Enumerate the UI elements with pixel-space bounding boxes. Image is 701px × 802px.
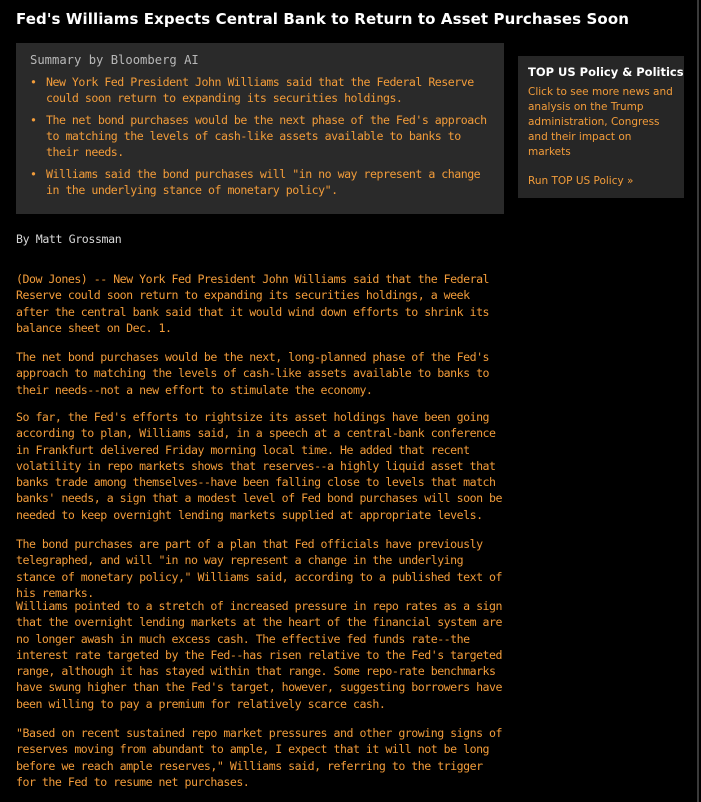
bullet-icon: • [30,75,37,89]
article-paragraph: So far, the Fed's efforts to rightsize its asset holdings have been going according to plan, Williams said, in a speech at a central-bank conference in Frankfurt delivered Friday morning local time. He added that recent volatility in repo markets shows that reserves--a highly liquid asset that banks trade among themselves--have been falling close to levels that match banks' needs, a sign that a modest level of Fed bond purchases will soon be needed to keep overnight lending markets supplied at appropriate levels. [16,410,503,522]
article-paragraph: The net bond purchases would be the next, long-planned phase of the Fed's approach to matching the levels of cash-like assets available to banks to their needs--not a new effort to stimulate the economy. [16,350,490,397]
article-paragraph: Williams pointed to a stretch of increased pressure in repo rates as a sign that the overnight lending markets at the heart of the financial system are no longer awash in much excess cash. The effective fed funds rate--the interest rate targeted by the Fed--has risen relative to the Fed's targeted range, although it has stayed within that range. Some repo-rate benchmarks have swung higher than the Fed's target, however, suggesting borrowers have been willing to pay a premium for relatively scarce cash. [16,599,503,711]
summary-title: Summary by Bloomberg AI [30,53,199,67]
summary-list [30,74,490,198]
summary-item-text: The net bond purchases would be the next phase of the Fed's approach to matching the levels of cash-like assets available to banks to their needs. [46,113,487,159]
top-us-policy-panel [518,56,684,198]
ai-summary-box [16,43,504,214]
byline: By Matt Grossman [16,232,122,246]
summary-item-text: Williams said the bond purchases will "in no way represent a change in the underlying stance of monetary policy". [46,167,481,197]
article-paragraph: The bond purchases are part of a plan that Fed officials have previously telegraphed, and will "in no way represent a change in the underlying stance of monetary policy," Williams said, according to a published text of his remarks. [16,537,503,600]
summary-item [30,166,490,198]
panel-description[interactable]: Click to see more news and analysis on the Trump administration, Congress and their impact on markets [528,86,673,158]
article-headline: Fed's Williams Expects Central Bank to Return to Asset Purchases Soon [16,10,630,28]
summary-item [30,74,490,106]
bullet-icon: • [30,167,37,181]
article-paragraph: (Dow Jones) -- New York Fed President John Williams said that the Federal Reserve could soon return to expanding its securities holdings, a week after the central bank said that it would wind down efforts to shrink its balance sheet on Dec. 1. [16,272,490,335]
summary-item-text: New York Fed President John Williams said that the Federal Reserve could soon return to expanding its securities holdings. [46,75,474,105]
run-top-us-policy-link[interactable]: Run TOP US Policy » [528,175,634,187]
summary-item [30,112,490,160]
article-paragraph: "Based on recent sustained repo market pressures and other growing signs of reserves moving from abundant to ample, I expect that it will not be long before we reach ample reserves," Williams said, referring to the trigger for the Fed to resume net purchases. [16,726,503,789]
bullet-icon: • [30,113,37,127]
panel-title: TOP US Policy & Politics [528,65,684,79]
